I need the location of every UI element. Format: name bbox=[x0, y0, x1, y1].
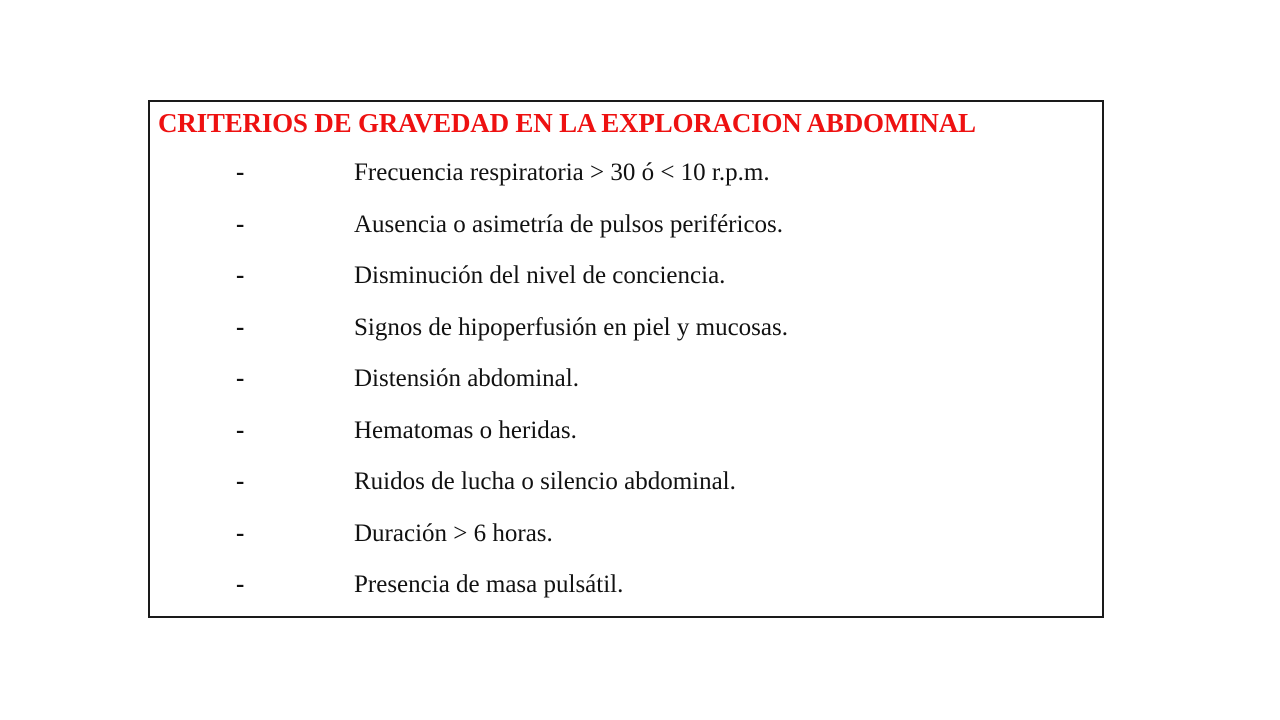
criteria-box bbox=[148, 100, 1104, 618]
criteria-text: Ruidos de lucha o silencio abdominal. bbox=[354, 468, 736, 495]
bullet-dash: - bbox=[236, 159, 245, 186]
bullet-dash: - bbox=[236, 210, 245, 238]
bullet-dash: - bbox=[236, 262, 245, 289]
criteria-title: CRITERIOS DE GRAVEDAD EN LA EXPLORACION ABDOMINAL bbox=[158, 108, 976, 138]
criteria-item bbox=[150, 566, 1102, 618]
bullet-dash: - bbox=[236, 365, 245, 392]
criteria-text: Ausencia o asimetría de pulsos periféricos. bbox=[354, 210, 784, 238]
criteria-item bbox=[150, 463, 1102, 515]
bullet-dash: - bbox=[236, 519, 245, 547]
criteria-text: Distensión abdominal. bbox=[354, 365, 579, 392]
criteria-text: Presencia de masa pulsátil. bbox=[354, 571, 624, 598]
criteria-text: Duración > 6 horas. bbox=[354, 519, 553, 547]
bullet-dash: - bbox=[236, 416, 245, 444]
criteria-item bbox=[150, 206, 1102, 258]
criteria-item bbox=[150, 257, 1102, 309]
criteria-item bbox=[150, 154, 1102, 206]
criteria-text: Disminución del nivel de conciencia. bbox=[354, 262, 726, 289]
criteria-text: Signos de hipoperfusión en piel y mucosas. bbox=[354, 313, 788, 341]
criteria-item bbox=[150, 515, 1102, 567]
bullet-dash: - bbox=[236, 468, 245, 495]
criteria-list bbox=[150, 154, 1102, 618]
criteria-item bbox=[150, 360, 1102, 412]
bullet-dash: - bbox=[236, 571, 245, 598]
criteria-text: Hematomas o heridas. bbox=[354, 416, 577, 444]
criteria-text: Frecuencia respiratoria > 30 ó < 10 r.p.m. bbox=[354, 159, 770, 186]
criteria-item bbox=[150, 412, 1102, 464]
bullet-dash: - bbox=[236, 313, 245, 341]
criteria-item bbox=[150, 309, 1102, 361]
